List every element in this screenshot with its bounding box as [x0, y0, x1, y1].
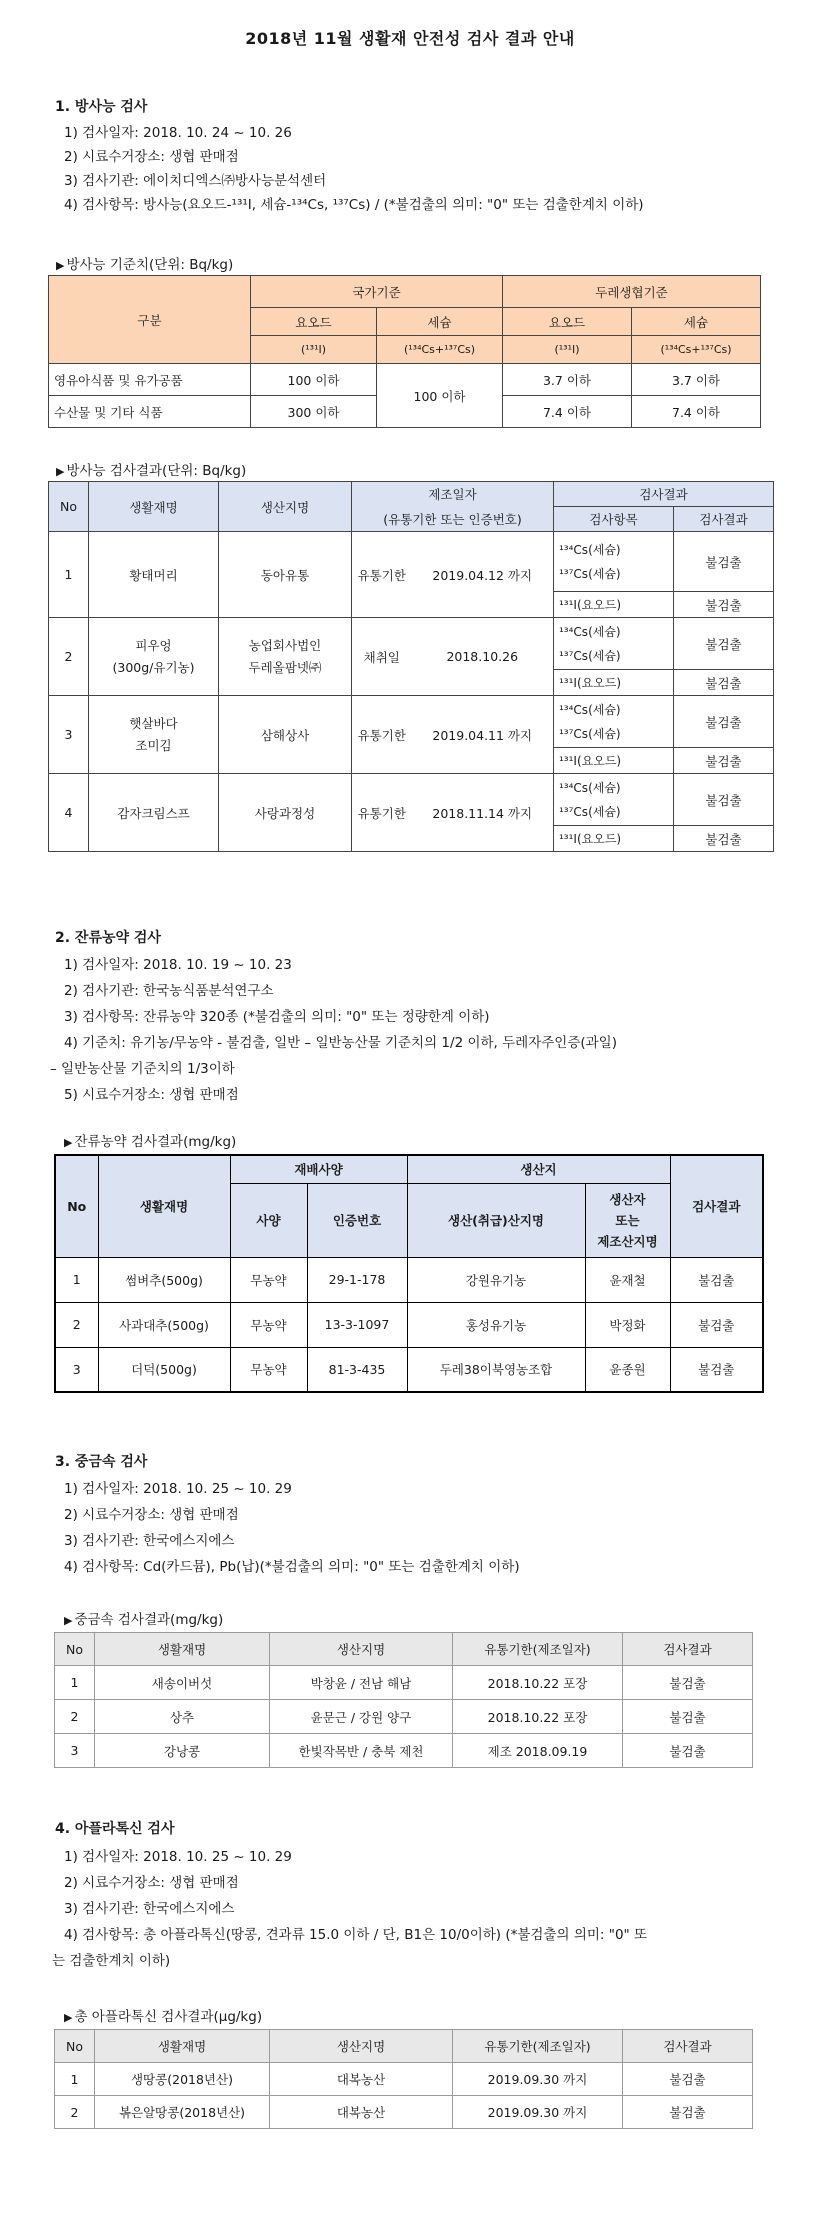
- table-cell: 영유아식품 및 유가공품: [49, 364, 251, 396]
- table-row: [49, 774, 774, 826]
- table-cell: 100 이하: [377, 364, 503, 428]
- table-cell: 무농약: [230, 1257, 307, 1302]
- table-cell: 사랑과정성: [219, 774, 352, 852]
- res-header-no: No: [49, 482, 89, 532]
- table-cell: 2018.10.26: [412, 618, 554, 696]
- s2-line-6: 5) 시료수거장소: 생협 판매점: [64, 1087, 239, 1103]
- table-cell: 감자크림스프: [89, 774, 219, 852]
- page-title: 2018년 11월 생활재 안전성 검사 결과 안내: [245, 29, 575, 48]
- triangle-icon: ▶: [64, 1614, 73, 1627]
- table-cell: 유통기한: [352, 696, 412, 774]
- table-cell: 불검출: [623, 1700, 753, 1734]
- table-cell: 불검출: [674, 532, 774, 592]
- table-cell: 강원유기농: [407, 1257, 585, 1302]
- s2-line-1: 1) 검사일자: 2018. 10. 19 ~ 10. 23: [64, 957, 292, 973]
- table-cell: 피우엉 (300g/유기농): [89, 618, 219, 696]
- table-cell: 불검출: [674, 774, 774, 826]
- res-header-item: 검사항목: [554, 507, 674, 532]
- std-header-national: 국가기준: [251, 276, 503, 308]
- pest-header-name: 생활재명: [98, 1155, 230, 1257]
- table-cell: 2018.11.14 까지: [412, 774, 554, 852]
- table-cell: 대복농산: [270, 2063, 453, 2096]
- af-header-origin: 생산지명: [270, 2030, 453, 2063]
- std-header-iodine-sub: (¹³¹I): [503, 336, 632, 364]
- table-row: [49, 618, 774, 670]
- heavy-metal-result-table: [54, 1632, 753, 1768]
- pest-header-result: 검사결과: [670, 1155, 763, 1257]
- hm-header-no: No: [55, 1633, 95, 1666]
- std-header-gubun: 구분: [49, 276, 251, 364]
- af-header-date: 유통기한(제조일자): [453, 2030, 623, 2063]
- table-cell: 3: [55, 1347, 98, 1392]
- s1-line-4: 4) 검사항목: 방사능(요오드-¹³¹I, 세슘-¹³⁴Cs, ¹³⁷Cs) / (*불검출의 의미: "0" 또는 검출한계치 이하): [64, 197, 644, 213]
- s2-line-5: – 일반농산물 기준치의 1/3이하: [50, 1061, 235, 1077]
- s3-line-2: 2) 시료수거장소: 생협 판매점: [64, 1507, 239, 1523]
- table-cell: ¹³⁴Cs(세슘) ¹³⁷Cs(세슘): [554, 532, 674, 592]
- pesticide-result-caption: ▶ 잔류농약 검사결과(mg/kg): [64, 1134, 237, 1150]
- table-cell: 불검출: [674, 592, 774, 618]
- table-row: [55, 1666, 753, 1700]
- af-header-name: 생활재명: [95, 2030, 270, 2063]
- table-row: [49, 696, 774, 748]
- table-row: [55, 1700, 753, 1734]
- table-cell: 2: [55, 1700, 95, 1734]
- section-heading-aflatoxin: 4. 아플라톡신 검사: [55, 1821, 175, 1837]
- table-cell: 불검출: [674, 618, 774, 670]
- s4-line-1: 1) 검사일자: 2018. 10. 25 ~ 10. 29: [64, 1849, 292, 1865]
- table-cell: 한빛작목반 / 충북 제천: [270, 1734, 453, 1768]
- triangle-icon: ▶: [56, 465, 65, 478]
- std-header-iodine: 요오드: [251, 308, 377, 336]
- table-cell: 2: [55, 1302, 98, 1347]
- table-cell: 7.4 이하: [632, 396, 761, 428]
- table-cell: 불검출: [623, 2063, 753, 2096]
- s2-line-4: 4) 기준치: 유기농/무농약 - 불검출, 일반 – 일반농산물 기준치의 1/2 이하, 두레자주인증(과일): [64, 1035, 617, 1051]
- table-cell: 불검출: [670, 1347, 763, 1392]
- triangle-icon: ▶: [64, 1136, 73, 1149]
- table-cell: 상추: [95, 1700, 270, 1734]
- hm-header-name: 생활재명: [95, 1633, 270, 1666]
- s1-line-1: 1) 검사일자: 2018. 10. 24 ~ 10. 26: [64, 125, 292, 141]
- aflatoxin-result-caption: ▶ 총 아플라톡신 검사결과(μg/kg): [64, 2009, 263, 2025]
- table-cell: 박창윤 / 전남 해남: [270, 1666, 453, 1700]
- table-cell: 불검출: [674, 826, 774, 852]
- std-header-iodine: 요오드: [503, 308, 632, 336]
- table-cell: 동아유통: [219, 532, 352, 618]
- table-cell: 불검출: [670, 1302, 763, 1347]
- table-cell: ¹³¹I(요오드): [554, 826, 674, 852]
- table-cell: 유통기한: [352, 774, 412, 852]
- table-cell: 2019.04.11 까지: [412, 696, 554, 774]
- table-row: [55, 1302, 763, 1347]
- radiation-standard-table: [48, 275, 761, 428]
- res-header-result: 검사결과: [554, 482, 774, 507]
- aflatoxin-result-table: [54, 2029, 753, 2129]
- table-cell: 1: [55, 1666, 95, 1700]
- radiation-result-table: [48, 481, 774, 852]
- table-cell: 3.7 이하: [503, 364, 632, 396]
- table-cell: 2018.10.22 포장: [453, 1700, 623, 1734]
- table-row: [55, 1734, 753, 1768]
- pest-header-region: 생산(취급)산지명: [407, 1183, 585, 1257]
- table-cell: 채취일: [352, 618, 412, 696]
- af-header-result: 검사결과: [623, 2030, 753, 2063]
- s4-line-4: 4) 검사항목: 총 아플라톡신(땅콩, 견과류 15.0 이하 / 단, B1은 10/0이하) (*불검출의 의미: "0" 또: [64, 1927, 648, 1943]
- s4-line-2: 2) 시료수거장소: 생협 판매점: [64, 1875, 239, 1891]
- std-header-durae: 두레생협기준: [503, 276, 761, 308]
- table-cell: 강낭콩: [95, 1734, 270, 1768]
- table-cell: 윤문근 / 강원 양구: [270, 1700, 453, 1734]
- table-cell: 2: [49, 618, 89, 696]
- s1-line-2: 2) 시료수거장소: 생협 판매점: [64, 149, 239, 165]
- table-row: [49, 364, 761, 396]
- table-cell: 7.4 이하: [503, 396, 632, 428]
- table-cell: 3.7 이하: [632, 364, 761, 396]
- res-header-name: 생활재명: [89, 482, 219, 532]
- table-cell: ¹³⁴Cs(세슘) ¹³⁷Cs(세슘): [554, 696, 674, 748]
- table-row: [55, 1257, 763, 1302]
- s2-line-2: 2) 검사기관: 한국농식품분석연구소: [64, 983, 274, 999]
- table-cell: 2019.09.30 까지: [453, 2096, 623, 2129]
- table-cell: 대복농산: [270, 2096, 453, 2129]
- table-cell: 2019.09.30 까지: [453, 2063, 623, 2096]
- heavy-metal-result-caption: ▶ 중금속 검사결과(mg/kg): [64, 1612, 224, 1628]
- table-cell: 유통기한: [352, 532, 412, 618]
- hm-header-result: 검사결과: [623, 1633, 753, 1666]
- table-cell: 윤종원: [585, 1347, 670, 1392]
- table-cell: ¹³⁴Cs(세슘) ¹³⁷Cs(세슘): [554, 618, 674, 670]
- table-cell: 불검출: [670, 1257, 763, 1302]
- table-cell: ¹³¹I(요오드): [554, 748, 674, 774]
- table-cell: 불검출: [674, 748, 774, 774]
- table-cell: 불검출: [623, 1666, 753, 1700]
- std-header-cesium-sub: (¹³⁴Cs+¹³⁷Cs): [377, 336, 503, 364]
- table-cell: 썸벼추(500g): [98, 1257, 230, 1302]
- table-cell: 농업회사법인 두레올팜넷㈜: [219, 618, 352, 696]
- table-cell: 박정화: [585, 1302, 670, 1347]
- table-cell: 제조 2018.09.19: [453, 1734, 623, 1768]
- table-cell: 4: [49, 774, 89, 852]
- pest-header-producer: 생산자 또는 제조산지명: [585, 1183, 670, 1257]
- pest-header-type: 사양: [230, 1183, 307, 1257]
- table-cell: 수산물 및 기타 식품: [49, 396, 251, 428]
- table-cell: 3: [55, 1734, 95, 1768]
- table-cell: 윤재철: [585, 1257, 670, 1302]
- pest-header-cult: 재배사양: [230, 1155, 407, 1183]
- s3-line-4: 4) 검사항목: Cd(카드뮴), Pb(납)(*불검출의 의미: "0" 또는 검출한계치 이하): [64, 1559, 520, 1575]
- table-cell: 무농약: [230, 1302, 307, 1347]
- triangle-icon: ▶: [56, 259, 65, 272]
- res-header-origin: 생산지명: [219, 482, 352, 532]
- res-header-date: 제조일자: [352, 482, 554, 507]
- table-cell: 1: [55, 1257, 98, 1302]
- std-header-cesium: 세슘: [632, 308, 761, 336]
- table-cell: 홍성유기농: [407, 1302, 585, 1347]
- table-cell: 13-3-1097: [307, 1302, 407, 1347]
- section-heading-radiation: 1. 방사능 검사: [55, 99, 148, 115]
- table-row: [55, 2063, 753, 2096]
- pest-header-cert: 인증번호: [307, 1183, 407, 1257]
- std-header-cesium-sub: (¹³⁴Cs+¹³⁷Cs): [632, 336, 761, 364]
- table-cell: 29-1-178: [307, 1257, 407, 1302]
- table-row: [55, 1347, 763, 1392]
- table-cell: 새송이버섯: [95, 1666, 270, 1700]
- table-cell: 생땅콩(2018년산): [95, 2063, 270, 2096]
- s3-line-1: 1) 검사일자: 2018. 10. 25 ~ 10. 29: [64, 1481, 292, 1497]
- res-header-result2: 검사결과: [674, 507, 774, 532]
- section-heading-pesticide: 2. 잔류농약 검사: [55, 930, 161, 946]
- s3-line-3: 3) 검사기관: 한국에스지에스: [64, 1533, 235, 1549]
- table-cell: 1: [49, 532, 89, 618]
- pest-header-no: No: [55, 1155, 98, 1257]
- table-cell: 불검출: [674, 696, 774, 748]
- table-cell: 두레38이북영농조합: [407, 1347, 585, 1392]
- radiation-result-caption: ▶ 방사능 검사결과(단위: Bq/kg): [56, 463, 247, 479]
- table-cell: 3: [49, 696, 89, 774]
- table-cell: 불검출: [674, 670, 774, 696]
- table-row: [49, 532, 774, 592]
- hm-header-origin: 생산지명: [270, 1633, 453, 1666]
- triangle-icon: ▶: [64, 2011, 73, 2024]
- table-cell: 볶은알땅콩(2018년산): [95, 2096, 270, 2129]
- table-cell: 2019.04.12 까지: [412, 532, 554, 618]
- table-cell: 300 이하: [251, 396, 377, 428]
- s1-line-3: 3) 검사기관: 에이치디엑스㈜방사능분석센터: [64, 173, 327, 189]
- table-cell: 100 이하: [251, 364, 377, 396]
- af-header-no: No: [55, 2030, 95, 2063]
- hm-header-date: 유통기한(제조일자): [453, 1633, 623, 1666]
- pesticide-result-table: [54, 1154, 764, 1393]
- table-cell: 무농약: [230, 1347, 307, 1392]
- res-header-date-sub: (유통기한 또는 인증번호): [352, 507, 554, 532]
- table-cell: 불검출: [623, 2096, 753, 2129]
- pest-header-origin: 생산지: [407, 1155, 670, 1183]
- table-cell: 2: [55, 2096, 95, 2129]
- table-cell: 사과대추(500g): [98, 1302, 230, 1347]
- s2-line-3: 3) 검사항목: 잔류농약 320종 (*불검출의 의미: "0" 또는 정량한계 이하): [64, 1009, 490, 1025]
- table-cell: 2018.10.22 포장: [453, 1666, 623, 1700]
- table-cell: 햇살바다 조미김: [89, 696, 219, 774]
- table-cell: 1: [55, 2063, 95, 2096]
- table-cell: ¹³¹I(요오드): [554, 670, 674, 696]
- table-cell: 불검출: [623, 1734, 753, 1768]
- table-cell: 삼해상사: [219, 696, 352, 774]
- s4-line-3: 3) 검사기관: 한국에스지에스: [64, 1901, 235, 1917]
- radiation-standard-caption: ▶ 방사능 기준치(단위: Bq/kg): [56, 257, 234, 273]
- std-header-iodine-sub: (¹³¹I): [251, 336, 377, 364]
- s4-line-5: 는 검출한계치 이하): [52, 1953, 171, 1969]
- table-cell: 황태머리: [89, 532, 219, 618]
- table-row: [55, 2096, 753, 2129]
- table-cell: 81-3-435: [307, 1347, 407, 1392]
- section-heading-heavy-metal: 3. 중금속 검사: [55, 1454, 148, 1470]
- table-cell: ¹³¹I(요오드): [554, 592, 674, 618]
- std-header-cesium: 세슘: [377, 308, 503, 336]
- table-cell: 더덕(500g): [98, 1347, 230, 1392]
- table-cell: ¹³⁴Cs(세슘) ¹³⁷Cs(세슘): [554, 774, 674, 826]
